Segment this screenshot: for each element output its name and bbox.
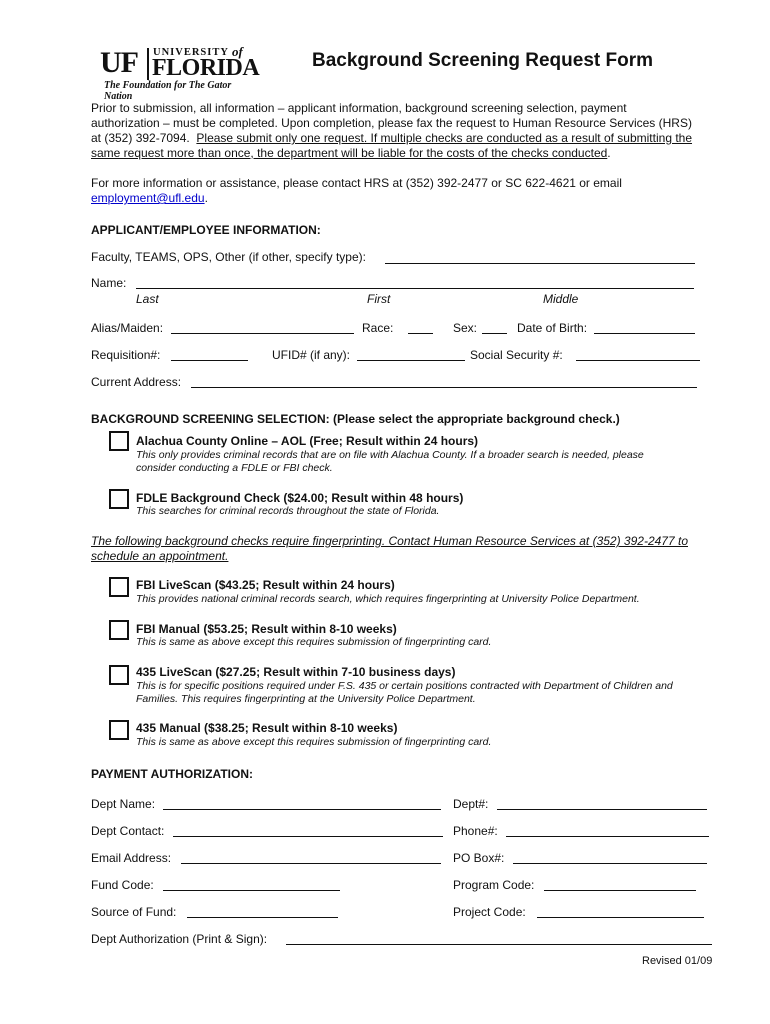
435-livescan-checkbox[interactable] <box>109 665 129 685</box>
project-code-label: Project Code: <box>453 905 526 919</box>
ssn-label: Social Security #: <box>470 348 563 362</box>
dob-field[interactable] <box>594 333 695 334</box>
contact-line: For more information or assistance, please contact HRS at (352) 392-2477 or SC 622-4621 or email <box>91 176 622 190</box>
435-livescan-title: 435 LiveScan ($27.25; Result within 7-10 business days) <box>136 665 456 679</box>
fingerprint-note-1: The following background checks require fingerprinting. Contact Human Resource Services at (352) 392-2477 to <box>91 534 688 548</box>
dept-name-field[interactable] <box>163 809 441 810</box>
logo-tagline: The Foundation for The Gator Nation <box>104 80 232 102</box>
435-manual-desc: This is same as above except this requires submission of fingerprinting card. <box>136 736 492 748</box>
fingerprint-note-2: schedule an appointment. <box>91 549 229 563</box>
ssn-field[interactable] <box>576 360 700 361</box>
aol-desc-1: This only provides criminal records that are on file with Alachua County. If a broader search is needed, please <box>136 449 644 461</box>
intro-fax: at (352) 392-7094. <box>91 131 197 145</box>
ufid-field[interactable] <box>357 360 465 361</box>
faculty-field[interactable] <box>385 263 695 264</box>
email-link[interactable]: employment@ufl.edu <box>91 191 205 205</box>
screening-heading: BACKGROUND SCREENING SELECTION: (Please select the appropriate background check.) <box>91 412 620 426</box>
faculty-label: Faculty, TEAMS, OPS, Other (if other, specify type): <box>91 250 366 264</box>
email-address-label: Email Address: <box>91 851 172 865</box>
uf-logo <box>100 44 260 102</box>
name-last-caption: Last <box>136 292 159 306</box>
aol-title: Alachua County Online – AOL (Free; Result within 24 hours) <box>136 434 479 448</box>
435-livescan-desc-2: Families. This requires fingerprinting at the University Police Department. <box>136 693 476 705</box>
fund-code-label: Fund Code: <box>91 878 154 892</box>
logo-uf-letters: UF <box>100 46 138 79</box>
race-field[interactable] <box>408 333 433 334</box>
dept-name-label: Dept Name: <box>91 797 156 811</box>
435-livescan-desc-1: This is for specific positions required under F.S. 435 or certain positions contracted with Department of Children and <box>136 680 673 692</box>
program-code-label: Program Code: <box>453 878 535 892</box>
dept-no-label: Dept#: <box>453 797 489 811</box>
logo-of: of <box>232 44 243 59</box>
intro-line-1: Prior to submission, all information – applicant information, background screening selection, payment <box>91 101 627 115</box>
logo-florida: FLORIDA <box>152 55 260 81</box>
contact-email-line <box>91 191 208 205</box>
race-label: Race: <box>362 321 394 335</box>
aol-desc-2: consider conducting a FDLE or FBI check. <box>136 462 333 474</box>
intro-period: . <box>607 146 611 160</box>
alias-label: Alias/Maiden: <box>91 321 164 335</box>
435-manual-title: 435 Manual ($38.25; Result within 8-10 weeks) <box>136 721 398 735</box>
435-manual-checkbox[interactable] <box>109 720 129 740</box>
phone-label: Phone#: <box>453 824 498 838</box>
email-address-field[interactable] <box>181 863 441 864</box>
source-fund-field[interactable] <box>187 917 338 918</box>
sex-field[interactable] <box>482 333 507 334</box>
project-code-field[interactable] <box>537 917 704 918</box>
fbi-manual-desc: This is same as above except this requires submission of fingerprinting card. <box>136 636 492 648</box>
name-middle-caption: Middle <box>543 292 579 306</box>
logo-divider <box>147 48 149 80</box>
intro-line-3 <box>91 131 692 145</box>
name-first-caption: First <box>367 292 391 306</box>
fbi-livescan-checkbox[interactable] <box>109 577 129 597</box>
applicant-heading: APPLICANT/EMPLOYEE INFORMATION: <box>91 223 321 237</box>
authorization-field[interactable] <box>286 944 712 945</box>
sex-label: Sex: <box>453 321 478 335</box>
dept-contact-label: Dept Contact: <box>91 824 165 838</box>
phone-field[interactable] <box>506 836 709 837</box>
form-title: Background Screening Request Form <box>312 50 654 71</box>
name-field[interactable] <box>136 288 694 289</box>
requisition-field[interactable] <box>171 360 248 361</box>
dob-label: Date of Birth: <box>517 321 588 335</box>
source-fund-label: Source of Fund: <box>91 905 177 919</box>
fund-code-field[interactable] <box>163 890 340 891</box>
dept-contact-field[interactable] <box>173 836 443 837</box>
alias-field[interactable] <box>171 333 354 334</box>
dept-no-field[interactable] <box>497 809 707 810</box>
address-field[interactable] <box>191 387 697 388</box>
intro-line-2: authorization – must be completed. Upon completion, please fax the request to Human Resource Services (HRS) <box>91 116 692 130</box>
revised-date: Revised 01/09 <box>642 955 713 967</box>
intro-warning-1: Please submit only one request. If multiple checks are conducted as a result of submitting the <box>196 131 693 145</box>
ufid-label: UFID# (if any): <box>272 348 351 362</box>
fdle-title: FDLE Background Check ($24.00; Result within 48 hours) <box>136 491 464 505</box>
authorization-label: Dept Authorization (Print & Sign): <box>91 932 268 946</box>
name-label: Name: <box>91 276 127 290</box>
address-label: Current Address: <box>91 375 182 389</box>
fbi-livescan-desc: This provides national criminal records search, which requires fingerprinting at University Police Department. <box>136 593 640 605</box>
fbi-manual-title: FBI Manual ($53.25; Result within 8-10 weeks) <box>136 622 397 636</box>
program-code-field[interactable] <box>544 890 696 891</box>
requisition-label: Requisition#: <box>91 348 161 362</box>
po-box-field[interactable] <box>513 863 707 864</box>
po-box-label: PO Box#: <box>453 851 505 865</box>
aol-checkbox[interactable] <box>109 431 129 451</box>
fbi-manual-checkbox[interactable] <box>109 620 129 640</box>
fdle-desc: This searches for criminal records throughout the state of Florida. <box>136 505 440 517</box>
intro-warning-2: same request more than once, the department will be liable for the costs of the checks conducted <box>91 146 608 160</box>
intro-line-4 <box>91 146 611 160</box>
payment-heading: PAYMENT AUTHORIZATION: <box>91 767 253 781</box>
contact-period: . <box>204 191 208 205</box>
fdle-checkbox[interactable] <box>109 489 129 509</box>
fbi-livescan-title: FBI LiveScan ($43.25; Result within 24 hours) <box>136 578 395 592</box>
logo-university: UNIVERSITY <box>153 47 229 58</box>
